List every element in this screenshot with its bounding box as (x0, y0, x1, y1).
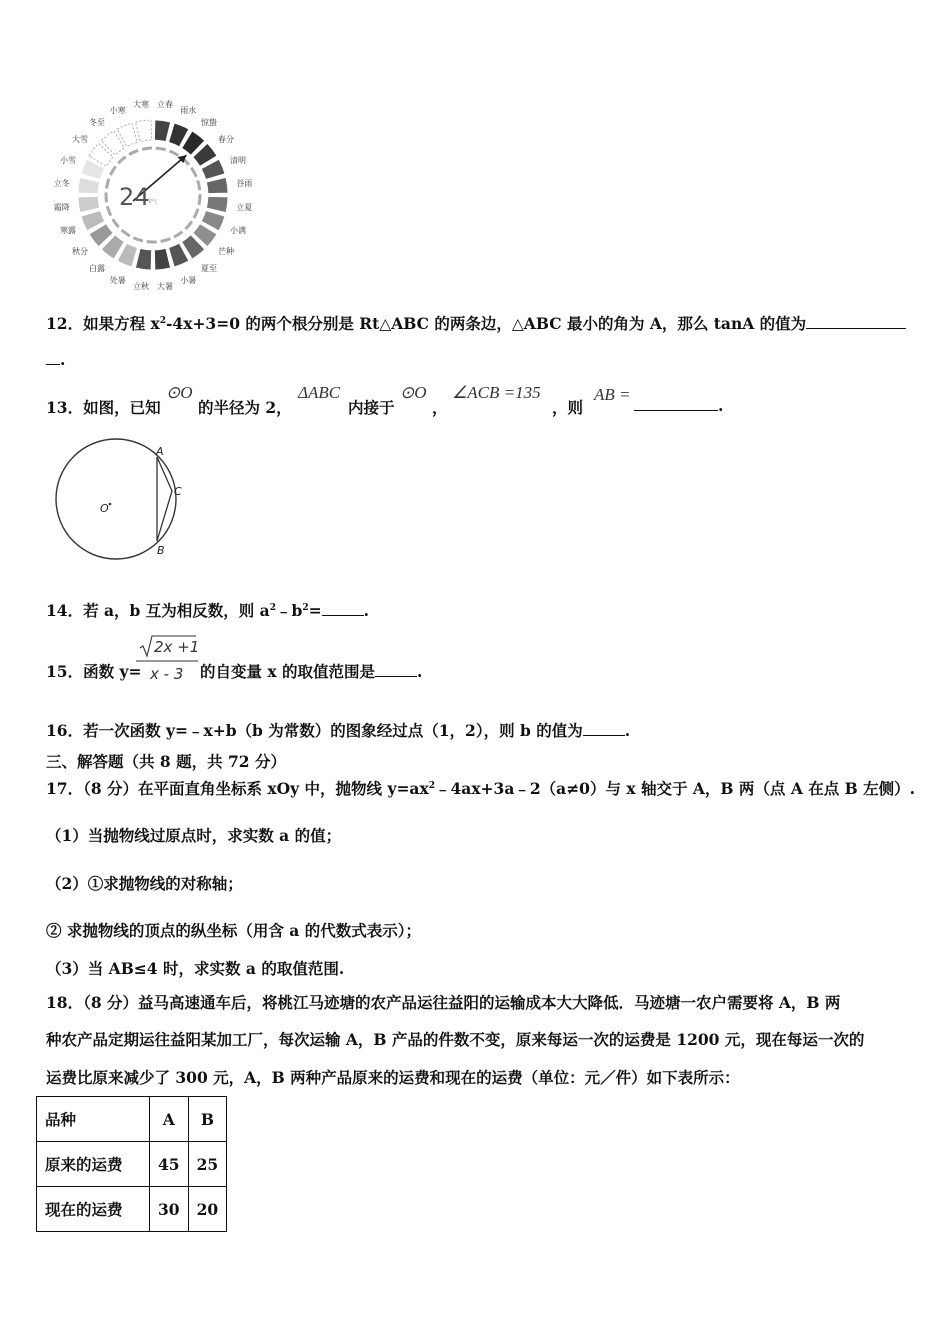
numerator: 2x +1 (154, 638, 200, 656)
table-cell: 品种 (37, 1097, 150, 1142)
term-segment (154, 248, 170, 269)
label-o: O (100, 502, 109, 515)
question-17-part-3: （3）当 AB≤4 时，求实数 a 的取值范围. (46, 959, 345, 978)
table-cell: B (188, 1097, 227, 1142)
question-number: 14． (46, 601, 84, 620)
table-header-row (37, 1097, 227, 1142)
question-14: 14．若 a，b 互为相反数，则 $a^2﹣b^2=$ . (46, 601, 369, 620)
label-c: C (174, 485, 182, 498)
term-segment (206, 196, 227, 212)
question-12-tail: . (46, 350, 65, 369)
ab-symbol: AB = (594, 385, 631, 404)
question-15: 15．函数 y= (46, 662, 142, 681)
section-heading: 三、解答题（共 8 题，共 72 分） (46, 752, 286, 771)
term-label: 霜降 (53, 203, 70, 213)
table-cell: 30 (150, 1187, 189, 1232)
center-point (109, 503, 112, 506)
term-segment (135, 120, 151, 141)
table-cell: 现在的运费 (37, 1187, 150, 1232)
table-cell: 45 (150, 1142, 189, 1187)
term-label: 谷雨 (236, 178, 253, 188)
term-label: 雨水 (180, 106, 197, 116)
term-label: 大寒 (132, 99, 149, 109)
answer-blank (583, 721, 625, 736)
question-17-part-1: （1）当抛物线过原点时，求实数 a 的值； (46, 826, 342, 845)
term-label: 冬至 (88, 118, 105, 128)
term-label: 大暑 (157, 282, 174, 292)
triangle-abc: ΔABC (298, 383, 341, 402)
term-label: 夏至 (201, 263, 218, 273)
center-caption: 节气 (147, 199, 158, 205)
question-number: 12． (46, 314, 84, 333)
label-b: B (157, 544, 165, 557)
term-label: 白露 (88, 263, 105, 273)
term-label: 寒露 (60, 226, 77, 236)
fraction-expression (134, 632, 200, 688)
question-text: 如果方程 x (83, 314, 160, 333)
question-18-line-2: 种农产品定期运往益阳某加工厂，每次运输 A，B 产品的件数不变，原来每运一次的运费是 1200 元，现在每运一次的 (46, 1030, 865, 1049)
term-segment (78, 196, 99, 212)
question-13: 13．如图，已知 (46, 398, 161, 417)
table-cell: A (150, 1097, 189, 1142)
triangle-abc-shape (157, 457, 172, 541)
term-label: 大雪 (72, 134, 89, 144)
angle-acb: ∠ACB =135 (452, 383, 541, 402)
question-17: 17．（8 分）在平面直角坐标系 xOy 中，抛物线 $y=ax^2﹣4ax+3a﹣2(a\ne 0)$与 x 轴交于 A，B 两（点 A 在点 B 左侧）. (46, 779, 916, 798)
term-label: 芒种 (217, 247, 234, 257)
term-segment (206, 177, 227, 193)
solar-terms-wheel-figure (40, 95, 270, 295)
term-segment (135, 248, 151, 269)
term-segment (154, 120, 170, 141)
term-label: 秋分 (72, 247, 89, 257)
answer-blank (806, 314, 906, 329)
question-18-line-1: 18．（8 分）益马高速通车后，将桃江马迹塘的农产品运往益阳的运输成本大大降低．马迹塘一农户需要将 A，B 两 (46, 993, 841, 1012)
question-number: 16． (46, 721, 84, 740)
question-12: 12．如果方程 $x^2-4x+3=0$ 的两个根分别是 Rt△ABC 的两条边，△ABC 最小的角为 A，那么 tanA 的值为 (46, 312, 906, 334)
table-cell: 原来的运费 (37, 1142, 150, 1187)
question-number: 13． (46, 398, 84, 417)
term-label: 小寒 (109, 106, 126, 116)
term-label: 立夏 (236, 203, 253, 213)
answer-blank (375, 662, 417, 677)
term-label: 小暑 (180, 275, 197, 285)
freight-table (36, 1096, 227, 1232)
term-label: 小满 (229, 226, 246, 236)
table-row (37, 1187, 227, 1232)
center-number: 24 (119, 183, 150, 211)
term-label: 立春 (157, 99, 174, 109)
term-label: 处暑 (109, 275, 126, 285)
term-label: 立秋 (132, 282, 149, 292)
term-label: 春分 (217, 134, 234, 144)
denominator: x - 3 (150, 665, 184, 683)
circle-o-symbol: ⊙O (166, 383, 193, 402)
question-17-part-2b: ② 求抛物线的顶点的纵坐标（用含 a 的代数式表示）； (46, 921, 421, 940)
question-text: -4x+3=0 的两个根分别是 Rt△ABC 的两条边，△ABC 最小的角为 A，那么 tanA 的值为 (165, 314, 807, 333)
circle-o-symbol: ⊙O (400, 383, 427, 402)
term-label: 清明 (229, 155, 246, 165)
answer-blank (634, 396, 718, 411)
question-17-part-2: （2）①求抛物线的对称轴； (46, 874, 243, 893)
question-18-line-3: 运费比原来减少了 300 元，A，B 两种产品原来的运费和现在的运费（单位：元／件）如下表所示： (46, 1068, 740, 1087)
label-a: A (156, 445, 164, 458)
answer-blank (46, 350, 60, 365)
table-row (37, 1142, 227, 1187)
circle-figure (44, 437, 194, 565)
question-number: 15． (46, 662, 84, 681)
term-label: 惊蛰 (201, 118, 218, 128)
answer-blank (322, 601, 364, 616)
term-label: 立冬 (53, 178, 70, 188)
table-cell: 25 (188, 1142, 227, 1187)
term-segment (78, 177, 99, 193)
table-cell: 20 (188, 1187, 227, 1232)
question-16: 16．若一次函数 y=﹣x+b（b 为常数）的图象经过点（1，2），则 b 的值为 . (46, 721, 631, 740)
term-label: 小雪 (60, 155, 77, 165)
